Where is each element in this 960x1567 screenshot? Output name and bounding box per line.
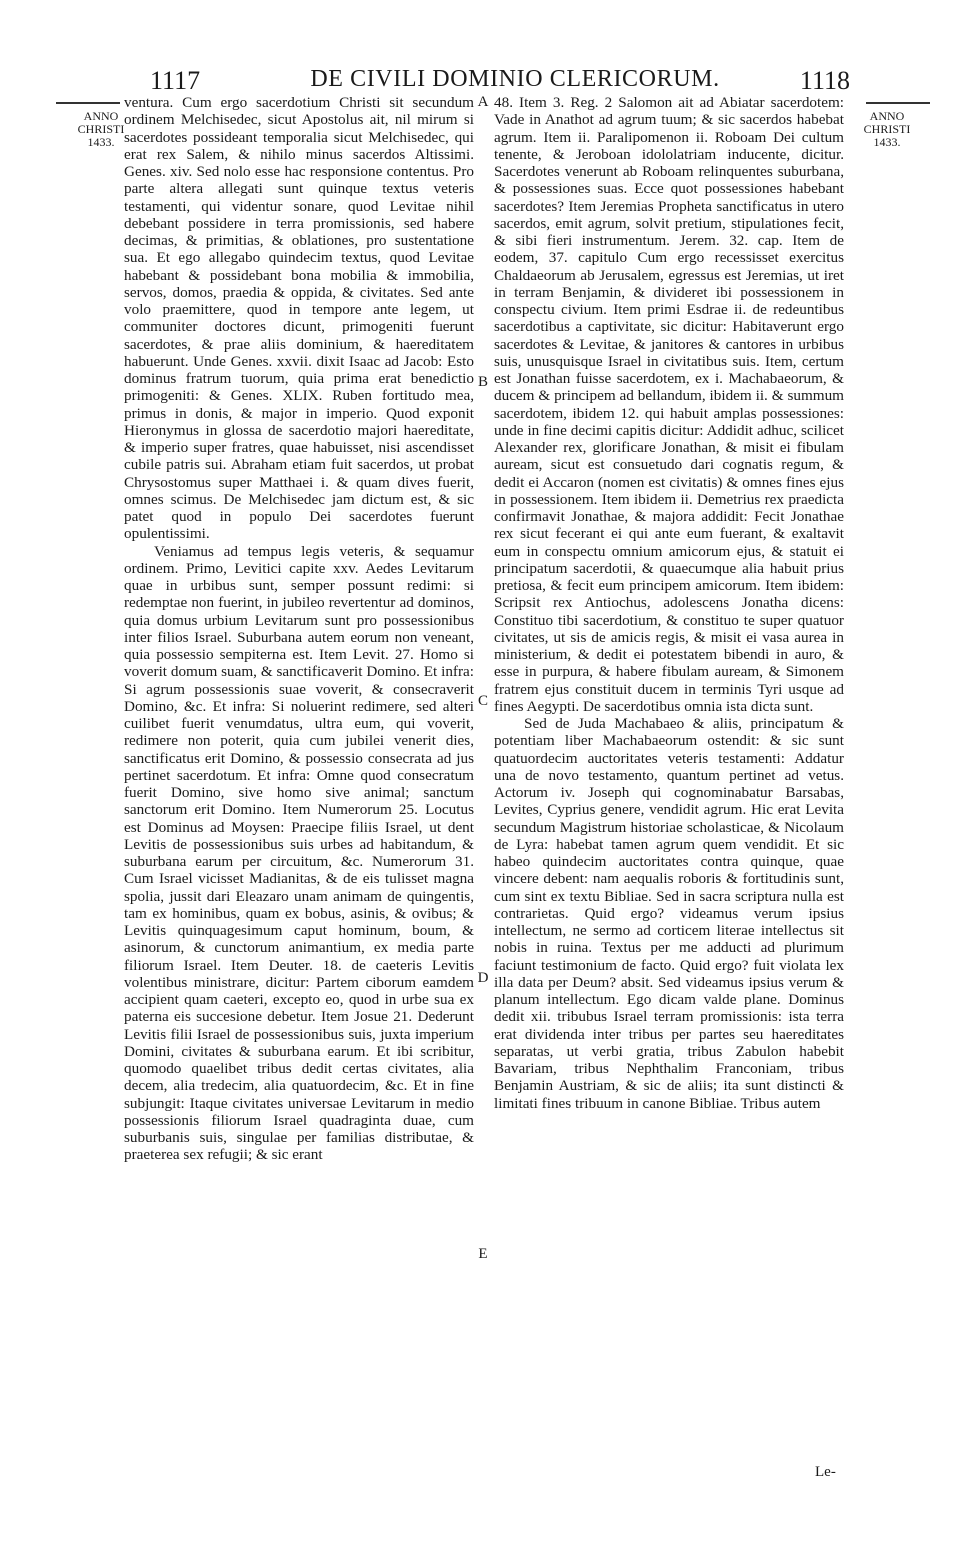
margin-note-right-line: 1433. (873, 135, 901, 149)
margin-note-left-line: CHRISTI (77, 122, 125, 136)
left-column (124, 94, 474, 1164)
margin-note-right (856, 110, 918, 149)
margin-note-right-line: CHRISTI (863, 122, 911, 136)
section-marker-d: D (477, 970, 489, 986)
paragraph: Sed de Juda Machabaeo & aliis, principatum & potentiam liber Machabaeorum ostendit: & sic sunt quatuordecim auctoritates veteris testamenti: Addatur una de novo testamento, quantum pertinet ad vetus. Actorum iv. Joseph qui cognominabatur Barsabas, Levites, Cyprius genere, vendidit agrum. Hic erat Levita secundum Magistrum historiae scholasticae, & Nicolaum de Lyra: habebat tamen agrum quem vendidit. Et sic habeo quindecim auctoritates contra quinque, quae vincere debent: nam aequalis roboris & fortitudinis sunt, cum sint ex textu Bibliae. Sed in sacra scriptura nulla est contrarietas. Quid ergo? videamus verum ipsius intellectum, ne sermo ad corticem literae intellectus sit nobis in ruina. Textus per me adducti ad plurimum faciunt testimonium de facto. Quid ergo? fuit violata lex illa data per Deum? absit. Sed videamus ipsius verum & planum intellectum. Ego dicam valde plane. Dominus dedit xii. tribubus Israel terram promissionis: ista terra erat dividenda inter tribus per partes seu haereditates separatas, ut verbi gratia, tribus Zabulon habebit Bavariam, tribus Nephthalim Franconiam, tribus Benjamin Austriam, & sic de aliis; ita sunt distincti & limitati fines tribuum in canone Bibliae. Tribus autem (494, 715, 844, 1112)
right-column (494, 94, 844, 1112)
section-marker-a: A (477, 94, 489, 110)
section-marker-e: E (478, 1246, 488, 1262)
margin-note-left-line: 1433. (87, 135, 115, 149)
paragraph: ventura. Cum ergo sacerdotium Christi sit secundum ordinem Melchisedec, sicut Apostolus ait, nil mirum si sacerdotes possideant temporalia sicut Melchisedec, qui erat rex Salem, & nihilo minus sacerdos Altissimi. Genes. xiv. Sed nolo esse hac responsione contentus. Pro parte altera allegati sunt quinque textus veteris testamenti, qui videntur sonare, quod Levitae nihil debebant possidere in terra promissionis, sed habere decimas, & primitias, & oblationes, pro sustentatione sua. Et ego allegabo quindecim textus, quod Levitae habebant & possidebant bona mobilia & immobilia, servos, domos, praedia & oppida, & civitates. Sed ante volo praemittere, quod in tempore ante legem, ut communiter doctores dicunt, primogeniti fuerunt sacerdotes, & prae aliis dominium, & haereditatem habuerunt. Unde Genes. xxvii. dixit Isaac ad Jacob: Esto dominus fratrum tuorum, quia prima erat benedictio primogeniti: & Genes. XLIX. Ruben fortitudo mea, primus in donis, & major in imperio. Quod exponit Hieronymus in glossa de sacerdotio majori haereditate, & imperio super fratres, quae habuisset, nisi ascendisset cubile patris sui. Abraham etiam fuit sacerdos, ut probat Chrysostomus super Matthaei i. & quam dives fuerit, omnes scimus. De Melchisedec jam dictum est, & sic patet quod in populo Dei sacerdotes fuerunt opulentissimi. (124, 94, 474, 543)
margin-rule-left (56, 102, 120, 104)
page-number-left: 1117 (150, 66, 201, 95)
page-number-right: 1118 (799, 66, 850, 95)
catchword: Le- (815, 1464, 836, 1480)
running-title: DE CIVILI DOMINIO CLERICORUM. (310, 66, 720, 92)
paragraph: 48. Item 3. Reg. 2 Salomon ait ad Abiatar sacerdotem: Vade in Anathot ad agrum tuum; & sic sacerdos habebat agrum. Item ii. Paralipomenon ii. Roboam Dei cultum tenente, & Jeroboan idololatriam inducente, dicitur. Sacerdotes venerunt ab Roboam relinquentes suburbana, & possessiones suas. Ecce quot possessiones habebant sacerdotes? Item Jeremias Propheta sanctificatus in utero sacerdos, emit agrum, solvit pretium, stipulationes fecit, & sibi fieri instrumentum. Jerem. 32. cap. Item de eodem, 37. capitulo Cum ergo recessisset exercitus Chaldaeorum ab Jerusalem, egressus est Jeremias, ut iret in terram Benjamin, & divideret ibi possessionem in conspectu civium. Item primi Esdrae ii. de redeuntibus sacerdotibus a captivitate, sic dicitur: Habitaverunt ergo sacerdotes & Levitae, & janitores & cantores in urbibus suis, unusquisque Israel in civitatibus suis. Item, certum est Jonathan fuisse sacerdotem, ex i. Machabaeorum, & ducem & principem ad bellandum, ibidem ii. & summum sacerdotem, ibidem 12. qui habuit amplas possessiones: unde in fine decimi capitis dicitur: Addidit adhuc, scilicet Alexander rex, glorificare Jonathan, & misit ei fibulam auream, sicut est consuetudo dari cognatis regum, & dedit ei Accaron (nomen est civitatis) & omnes fines ejus in possessionem. Item ibidem ii. Demetrius rex praedicta confirmavit Jonathae, & majora addidit: Fecit Jonathae rex sicut fecerant ei qui ante eum fuerant, & exaltavit eum in conspectu omnium amicorum ejus, & statuit ei principatum sacerdotii, & quaecumque alia habuit prius pretiosa, & fecit eum principem amicorum. Item ibidem: Scripsit rex Antiochus, adolescens Jonatha dicens: Constituo tibi sacerdotium, & constituo te super quatuor civitates, ut sis de amicis regis, & misit ei vasa aurea in ministerium, & dedit ei potestatem bibendi in auro, & esse in purpura, & habere fibulam auream, & Simonem fratrem ejus constituit ducem in terminis Tyri usque ad fines Aegypti. De sacerdotibus omnia ista dicta sunt. (494, 94, 844, 715)
margin-rule-right (866, 102, 930, 104)
margin-note-left (70, 110, 132, 149)
section-marker-c: C (477, 693, 488, 709)
section-marker-b: B (477, 374, 488, 390)
paragraph: Veniamus ad tempus legis veteris, & sequamur ordinem. Primo, Levitici capite xxv. Aedes Levitarum quae in urbibus sunt, semper possunt redimi: si redemptae non fuerint, in jubileo revertentur ad dominos, quia domus urbium Levitarum sunt pro possessionibus inter filios Israel. Suburbana autem eorum non veneant, quia possessio sempiterna est. Item Levit. 27. Homo si voverit domum suam, & sanctificaverit Domino. Et infra: Si agrum possessionis suae voverit, & consecraverit Domino, &c. Et infra: Si noluerint redimere, sed alteri cuilibet fuerit venumdatus, ultra eum, qui voverit, redimere non poterit, quia cum jubilei venerit dies, sanctificatus erit Domino, & possessio consecrata ad jus pertinet sacerdotum. Et infra: Omne quod consecratum fuerit Domino, sive homo sive animal; sanctum sanctorum erit Domino. Item Numerorum 25. Locutus est Dominus ad Moysen: Praecipe filiis Israel, ut dent Levitis de possessionibus suis urbes ad habitandum, & suburbana earum per circuitum, &c. Numerorum 31. Cum Israel vicisset Madianitas, & de eis tulisset magna spolia, jussit dari Eleazaro unam animam de quingentis, tam ex hominibus, quam ex bobus, asinis, & ovibus; & Levitis quinquagesimum caput hominum, boum, & asinorum, & cunctorum animantium, ex media parte filiorum Israel. Item Deuter. 18. de caeteris Levitis volentibus ministrare, dicitur: Partem ciborum eamdem accipient quam caeteri, excepto eo, quod in urbe sua ex paterna eis succesione debetur. Item Josue 21. Dederunt Levitis filii Israel de possessionibus suis, juxta imperium Domini, civitates & suburbana earum. Et ibi scribitur, quomodo quaelibet tribus dedit certas civitates, alia decem, alia tredecim, alia quatuordecim, &c. Et in fine subjungit: Itaque civitates universae Levitarum in medio possessionis filiorum Israel quadraginta duae, cum suburbanis suis, singulae per familias distributae, & praeterea sex refugii; & sic erant (124, 542, 474, 1164)
margin-note-right-line: ANNO (869, 109, 905, 123)
margin-note-left-line: ANNO (83, 109, 119, 123)
